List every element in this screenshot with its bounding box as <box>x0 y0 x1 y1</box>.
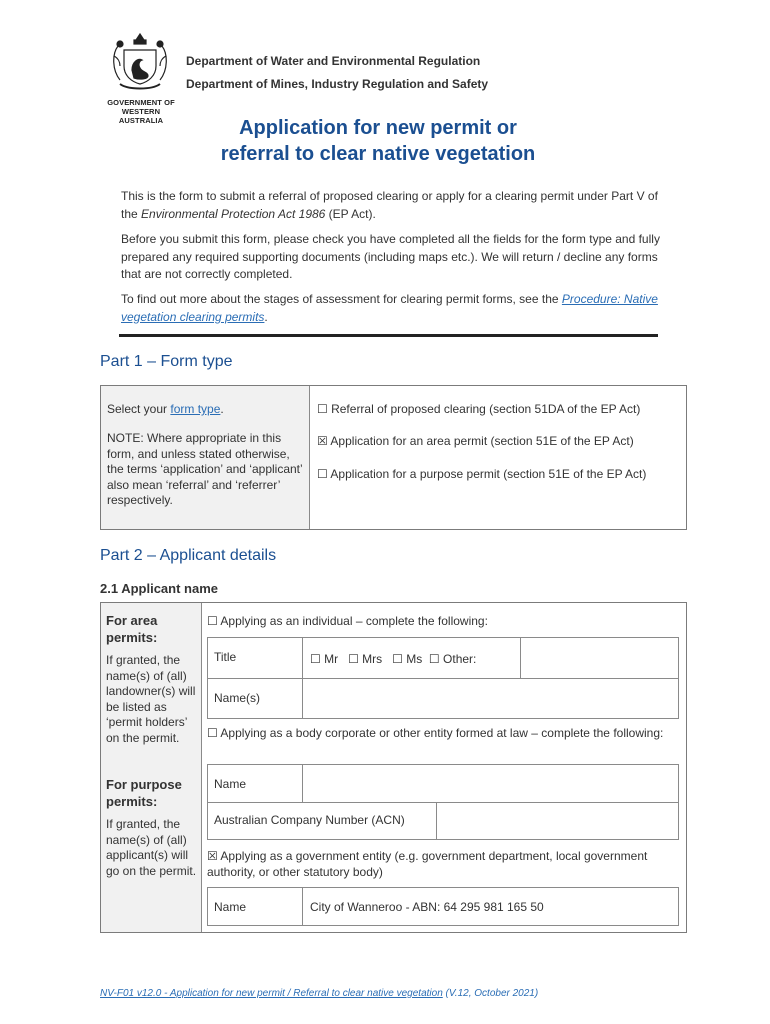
government-name-label: Name <box>214 900 247 914</box>
department-name-1: Department of Water and Environmental Regulation <box>186 54 481 68</box>
select-form-type-text <box>107 402 303 418</box>
government-crest <box>100 30 180 125</box>
names-label: Name(s) <box>214 691 261 705</box>
divider <box>436 802 437 839</box>
purpose-permits-title: For purpose permits: <box>106 777 182 809</box>
intro-p3-end: . <box>264 309 268 324</box>
intro-paragraph-2: Before you submit this form, please check you have completed all the fields for the form type and fully prepared any required supporting documents (including maps etc.). We will return / decline any forms that are not correctly completed. <box>121 232 660 281</box>
crest-icon <box>110 30 170 96</box>
select-end: . <box>220 402 224 416</box>
title-options[interactable]: ☐ Mr ☐ Mrs ☐ Ms ☐ Other: <box>310 652 477 666</box>
divider <box>208 678 678 679</box>
form-type-link[interactable]: form type <box>170 402 221 416</box>
government-name-field[interactable]: City of Wanneroo - ABN: 64 295 981 165 50 <box>310 900 544 914</box>
option-area-permit[interactable]: ☒ Application for an area permit (section 51E of the EP Act) <box>317 434 634 448</box>
procedure-link[interactable]: Procedure: Native vegetation clearing permits <box>121 292 658 324</box>
purpose-permits-text: If granted, the name(s) of (all) applicant(s) will go on the permit. <box>106 817 197 878</box>
divider <box>309 386 310 529</box>
crest-line-2: WESTERN AUSTRALIA <box>118 107 164 125</box>
intro-p1-text: This is the form to submit a referral of proposed clearing or apply for a clearing permit under Part V of the <box>121 189 658 221</box>
form-type-table <box>100 385 687 530</box>
area-permits-text: If granted, the name(s) of (all) landowner(s) will be listed as ‘permit holders’ on the permit. <box>106 653 196 745</box>
act-name: Environmental Protection Act 1986 <box>141 206 326 221</box>
acn-label: Australian Company Number (ACN) <box>214 813 405 827</box>
divider <box>302 888 303 925</box>
department-name-2: Department of Mines, Industry Regulation and Safety <box>186 77 489 91</box>
crest-line-1: GOVERNMENT OF <box>107 98 175 107</box>
government-table <box>207 887 679 926</box>
intro-paragraph-3 <box>121 291 661 326</box>
divider <box>520 638 521 678</box>
corporate-name-label: Name <box>214 777 247 791</box>
body-corporate-table <box>207 764 679 840</box>
applicant-name-subheading: 2.1 Applicant name <box>100 581 218 596</box>
divider <box>201 603 202 932</box>
part2-heading: Part 2 – Applicant details <box>100 547 277 564</box>
select-label: Select your <box>107 402 171 416</box>
page-title <box>0 115 756 167</box>
intro-p1-end: (EP Act). <box>325 206 376 221</box>
note-text: NOTE: Where appropriate in this form, and unless stated otherwise, the terms ‘application’ and ‘applicant’ also mean ‘referral’ and ‘referrer’ respectively. <box>107 431 303 507</box>
divider <box>302 638 303 718</box>
option-purpose-permit[interactable]: ☐ Application for a purpose permit (section 51E of the EP Act) <box>317 467 647 481</box>
section-divider <box>119 334 658 337</box>
applicant-table <box>100 602 687 933</box>
area-permits-title: For area permits: <box>106 613 158 645</box>
divider <box>302 765 303 802</box>
intro-paragraph-1 <box>121 188 661 223</box>
intro-p3-text: To find out more about the stages of assessment for clearing permit forms, see the <box>121 292 562 306</box>
government-option[interactable]: ☒ Applying as a government entity (e.g. government department, local government authority, or other statutory body) <box>207 849 648 879</box>
individual-option[interactable]: ☐ Applying as an individual – complete the following: <box>207 614 488 628</box>
title-label: Title <box>214 650 237 664</box>
footer-link[interactable]: NV-F01 v12.0 - Application for new permit / Referral to clear native vegetation <box>100 988 443 999</box>
body-corporate-option[interactable]: ☐ Applying as a body corporate or other entity formed at law – complete the following: <box>207 726 664 740</box>
footer-version: (V.12, October 2021) <box>442 988 539 999</box>
divider <box>208 802 678 803</box>
individual-table <box>207 637 679 719</box>
part1-heading: Part 1 – Form type <box>100 353 233 370</box>
option-referral[interactable]: ☐ Referral of proposed clearing (section 51DA of the EP Act) <box>317 402 641 416</box>
title-line-1: Application for new permit or <box>239 117 517 139</box>
title-line-2: referral to clear native vegetation <box>220 143 536 165</box>
footer <box>100 988 538 999</box>
